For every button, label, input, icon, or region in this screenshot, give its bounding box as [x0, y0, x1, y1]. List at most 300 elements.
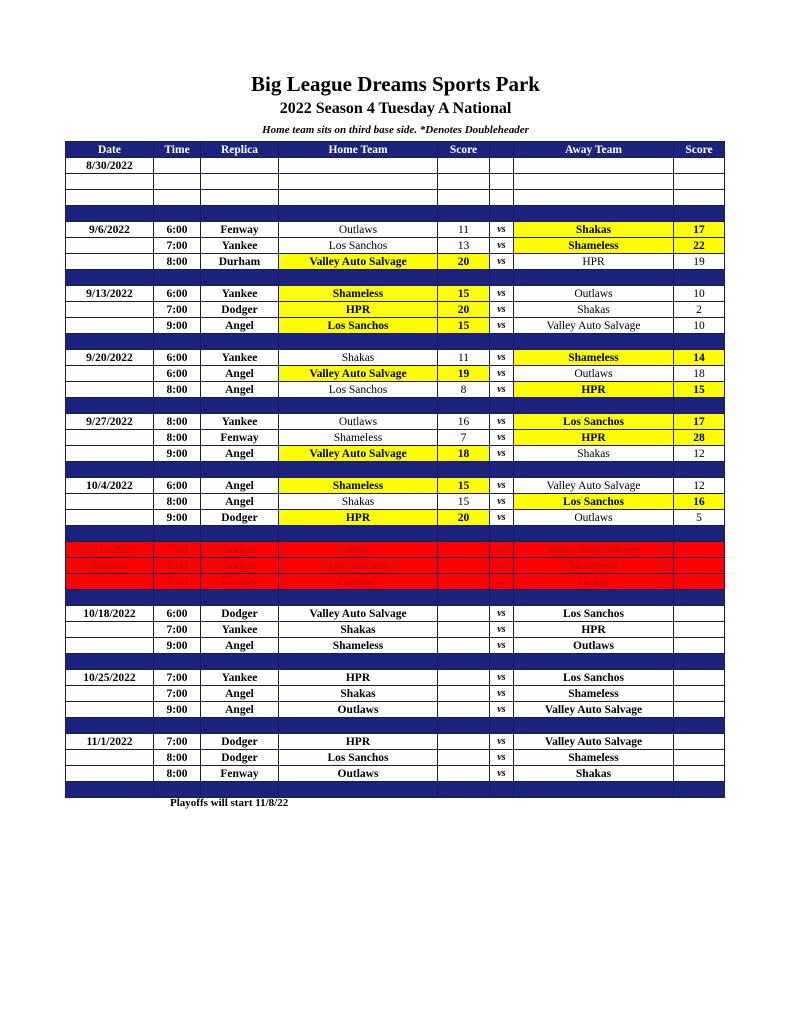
week-separator: [66, 270, 725, 286]
away-team: [514, 174, 674, 190]
week-date: 10/4/2022: [66, 478, 154, 494]
game-time: 7:00: [154, 238, 201, 254]
separator-cell: [490, 654, 514, 670]
home-team: Valley Auto Salvage: [279, 606, 438, 622]
game-time: 7:00: [154, 622, 201, 638]
away-team: Los Sanchos: [514, 494, 674, 510]
away-score: [674, 558, 725, 574]
away-score: [674, 190, 725, 206]
game-field: Fenway: [201, 222, 279, 238]
vs-label: vs: [490, 350, 514, 366]
away-score: 17: [674, 222, 725, 238]
separator-cell: [66, 206, 154, 222]
home-score: 8: [438, 382, 490, 398]
separator-cell: [490, 334, 514, 350]
separator-cell: [674, 270, 725, 286]
game-row: [66, 702, 725, 718]
away-score: 14: [674, 350, 725, 366]
vs-label: vs: [490, 446, 514, 462]
away-score: 28: [674, 430, 725, 446]
home-team: Outlaws: [279, 574, 438, 590]
home-score: 20: [438, 510, 490, 526]
vs-label: vs: [490, 238, 514, 254]
game-time: 6:00: [154, 286, 201, 302]
home-score: [438, 638, 490, 654]
home-score: [438, 174, 490, 190]
home-score: [438, 558, 490, 574]
home-score: 20: [438, 254, 490, 270]
home-score: 7: [438, 430, 490, 446]
separator-cell: [201, 718, 279, 734]
home-score: 15: [438, 318, 490, 334]
away-team: Shakas: [514, 222, 674, 238]
game-row: [66, 478, 725, 494]
game-row: [66, 670, 725, 686]
separator-cell: [438, 334, 490, 350]
game-row: [66, 158, 725, 174]
vs-label: [490, 174, 514, 190]
home-score: [438, 750, 490, 766]
away-score: [674, 750, 725, 766]
separator-cell: [514, 462, 674, 478]
away-team: Los Sanchos: [514, 670, 674, 686]
week-date: 10/11/2022: [66, 542, 154, 558]
separator-cell: [201, 526, 279, 542]
separator-cell: [674, 398, 725, 414]
vs-label: vs: [490, 510, 514, 526]
game-row: [66, 606, 725, 622]
away-score: [674, 158, 725, 174]
away-team: Valley Auto Salvage: [514, 734, 674, 750]
away-team: Shakas: [514, 446, 674, 462]
separator-cell: [66, 334, 154, 350]
week-date-blank: [66, 766, 154, 782]
away-score: 2: [674, 302, 725, 318]
vs-label: vs: [490, 766, 514, 782]
home-score: 19: [438, 366, 490, 382]
game-time: [154, 174, 201, 190]
home-score: 20: [438, 302, 490, 318]
separator-cell: [490, 718, 514, 734]
game-row: [66, 174, 725, 190]
home-team: HPR: [279, 670, 438, 686]
separator-cell: [201, 462, 279, 478]
game-time: 8:00: [154, 750, 201, 766]
away-team: Outlaws: [514, 638, 674, 654]
week-date: 9/27/2022: [66, 414, 154, 430]
game-time: 6:00: [154, 222, 201, 238]
game-field: [201, 190, 279, 206]
separator-cell: [514, 398, 674, 414]
game-field: Fenway: [201, 574, 279, 590]
game-field: Yankee: [201, 622, 279, 638]
separator-cell: [201, 334, 279, 350]
vs-label: vs: [490, 542, 514, 558]
home-team: Outlaws: [279, 766, 438, 782]
home-team: Los Sanchos: [279, 558, 438, 574]
vs-label: vs: [490, 318, 514, 334]
away-score: 17: [674, 414, 725, 430]
week-separator: [66, 654, 725, 670]
home-team: Valley Auto Salvage: [279, 366, 438, 382]
home-team: Valley Auto Salvage: [279, 254, 438, 270]
separator-cell: [201, 654, 279, 670]
week-date: 9/20/2022: [66, 350, 154, 366]
separator-cell: [154, 270, 201, 286]
header-home-team: Home Team: [279, 142, 438, 158]
home-team: Outlaws: [279, 414, 438, 430]
away-team: Los Sanchos: [514, 606, 674, 622]
away-team: Shameless: [514, 558, 674, 574]
separator-cell: [674, 654, 725, 670]
separator-cell: [154, 462, 201, 478]
home-team: Shameless: [279, 638, 438, 654]
separator-cell: [514, 718, 674, 734]
separator-cell: [514, 590, 674, 606]
away-team: Shakas: [514, 302, 674, 318]
vs-label: vs: [490, 686, 514, 702]
separator-cell: [490, 526, 514, 542]
separator-cell: [66, 782, 154, 798]
home-team: HPR: [279, 510, 438, 526]
header-date: Date: [66, 142, 154, 158]
away-score: [674, 574, 725, 590]
home-team: Shakas: [279, 350, 438, 366]
game-time: 7:00: [154, 686, 201, 702]
home-team: Los Sanchos: [279, 750, 438, 766]
game-time: 9:00: [154, 446, 201, 462]
away-score: 10: [674, 318, 725, 334]
separator-cell: [514, 270, 674, 286]
week-note: [66, 366, 154, 382]
away-team: Shameless: [514, 238, 674, 254]
home-score: 11: [438, 350, 490, 366]
separator-cell: [438, 462, 490, 478]
separator-cell: [201, 782, 279, 798]
away-team: [514, 190, 674, 206]
game-time: 6:00: [154, 606, 201, 622]
game-row: [66, 430, 725, 446]
away-team: Outlaws: [514, 286, 674, 302]
vs-label: vs: [490, 302, 514, 318]
separator-cell: [154, 782, 201, 798]
header-replica: Replica: [201, 142, 279, 158]
week-date-blank: [66, 190, 154, 206]
game-row: [66, 686, 725, 702]
separator-cell: [674, 718, 725, 734]
separator-cell: [279, 590, 438, 606]
separator-cell: [66, 398, 154, 414]
game-field: Dodger: [201, 510, 279, 526]
week-date: 10/18/2022: [66, 606, 154, 622]
separator-cell: [279, 206, 438, 222]
home-team: HPR: [279, 302, 438, 318]
game-row: [66, 254, 725, 270]
schedule-table: [65, 141, 725, 798]
game-field: Yankee: [201, 670, 279, 686]
game-row: [66, 382, 725, 398]
separator-cell: [154, 718, 201, 734]
home-team: Los Sanchos: [279, 238, 438, 254]
vs-label: vs: [490, 670, 514, 686]
game-field: Angel: [201, 446, 279, 462]
game-time: 8:00: [154, 558, 201, 574]
away-team: Valley Auto Salvage: [514, 318, 674, 334]
game-row: [66, 366, 725, 382]
game-row: [66, 622, 725, 638]
game-field: Angel: [201, 702, 279, 718]
vs-label: vs: [490, 430, 514, 446]
separator-cell: [154, 206, 201, 222]
week-separator: [66, 718, 725, 734]
vs-label: vs: [490, 478, 514, 494]
separator-cell: [514, 334, 674, 350]
home-team: Valley Auto Salvage: [279, 446, 438, 462]
home-score: [438, 686, 490, 702]
separator-cell: [201, 398, 279, 414]
week-separator: [66, 398, 725, 414]
away-score: [674, 606, 725, 622]
away-score: [674, 638, 725, 654]
week-separator: [66, 334, 725, 350]
header-home-score: Score: [438, 142, 490, 158]
week-separator: [66, 782, 725, 798]
vs-label: vs: [490, 606, 514, 622]
home-score: [438, 606, 490, 622]
vs-label: vs: [490, 638, 514, 654]
home-score: [438, 542, 490, 558]
home-score: [438, 622, 490, 638]
separator-cell: [514, 526, 674, 542]
schedule-body: [66, 158, 725, 798]
game-field: Angel: [201, 686, 279, 702]
week-date-blank: [66, 638, 154, 654]
game-time: 7:00: [154, 734, 201, 750]
home-score: 15: [438, 478, 490, 494]
game-field: Angel: [201, 638, 279, 654]
home-score: [438, 734, 490, 750]
separator-cell: [279, 462, 438, 478]
game-row: [66, 574, 725, 590]
game-field: Dodger: [201, 606, 279, 622]
away-score: 12: [674, 446, 725, 462]
game-row: [66, 350, 725, 366]
game-time: 7:00: [154, 542, 201, 558]
home-score: 15: [438, 494, 490, 510]
page-subtitle: 2022 Season 4 Tuesday A National: [279, 100, 512, 117]
game-row: [66, 734, 725, 750]
away-team: HPR: [514, 430, 674, 446]
home-team: Los Sanchos: [279, 318, 438, 334]
week-date-blank: [66, 446, 154, 462]
week-date-blank: [66, 254, 154, 270]
vs-label: [490, 190, 514, 206]
vs-label: vs: [490, 558, 514, 574]
separator-cell: [490, 206, 514, 222]
vs-label: [490, 158, 514, 174]
home-score: [438, 574, 490, 590]
game-field: Yankee: [201, 414, 279, 430]
home-score: [438, 190, 490, 206]
game-field: Dodger: [201, 734, 279, 750]
game-row: [66, 750, 725, 766]
vs-label: vs: [490, 286, 514, 302]
home-team: Outlaws: [279, 702, 438, 718]
separator-cell: [438, 206, 490, 222]
home-team: Shakas: [279, 622, 438, 638]
game-row: [66, 558, 725, 574]
separator-cell: [490, 782, 514, 798]
separator-cell: [66, 718, 154, 734]
home-team: Los Sanchos: [279, 382, 438, 398]
home-team: [279, 158, 438, 174]
vs-label: vs: [490, 366, 514, 382]
vs-label: vs: [490, 254, 514, 270]
separator-cell: [674, 590, 725, 606]
header-vs: [490, 142, 514, 158]
header-away-score: Score: [674, 142, 725, 158]
game-field: Angel: [201, 318, 279, 334]
week-note: Rainout: [66, 558, 154, 574]
away-score: [674, 702, 725, 718]
week-date-blank: [66, 510, 154, 526]
game-time: 9:00: [154, 702, 201, 718]
home-score: [438, 766, 490, 782]
game-field: Yankee: [201, 238, 279, 254]
game-row: [66, 510, 725, 526]
game-field: Dodger: [201, 558, 279, 574]
separator-cell: [514, 654, 674, 670]
week-note: [66, 750, 154, 766]
home-score: 16: [438, 414, 490, 430]
week-date-blank: [66, 382, 154, 398]
game-field: Dodger: [201, 542, 279, 558]
separator-cell: [438, 270, 490, 286]
away-score: 5: [674, 510, 725, 526]
vs-label: vs: [490, 382, 514, 398]
away-score: 10: [674, 286, 725, 302]
week-date-blank: [66, 318, 154, 334]
away-team: Shameless: [514, 686, 674, 702]
away-team: Outlaws: [514, 510, 674, 526]
game-field: Fenway: [201, 766, 279, 782]
separator-cell: [438, 782, 490, 798]
away-score: [674, 734, 725, 750]
away-team: Valley Auto Salvage: [514, 702, 674, 718]
separator-cell: [438, 718, 490, 734]
game-time: 9:00: [154, 318, 201, 334]
separator-cell: [201, 590, 279, 606]
away-team: HPR: [514, 622, 674, 638]
game-field: Angel: [201, 494, 279, 510]
away-team: HPR: [514, 254, 674, 270]
week-date: 9/6/2022: [66, 222, 154, 238]
separator-cell: [279, 782, 438, 798]
game-time: 8:00: [154, 254, 201, 270]
week-date: 11/1/2022: [66, 734, 154, 750]
away-score: 16: [674, 494, 725, 510]
separator-cell: [66, 462, 154, 478]
separator-cell: [490, 590, 514, 606]
separator-cell: [279, 334, 438, 350]
game-row: [66, 238, 725, 254]
game-field: Angel: [201, 478, 279, 494]
vs-label: vs: [490, 574, 514, 590]
home-team: Shameless: [279, 478, 438, 494]
separator-cell: [438, 654, 490, 670]
game-time: [154, 158, 201, 174]
game-time: 6:00: [154, 366, 201, 382]
away-team: Valley Auto Salvage: [514, 542, 674, 558]
separator-cell: [490, 398, 514, 414]
separator-cell: [66, 590, 154, 606]
game-time: 9:00: [154, 638, 201, 654]
away-team: HPR: [514, 382, 674, 398]
vs-label: vs: [490, 750, 514, 766]
game-field: Yankee: [201, 350, 279, 366]
separator-cell: [279, 526, 438, 542]
game-time: 9:00: [154, 510, 201, 526]
home-team: HPR: [279, 734, 438, 750]
away-team: Shameless: [514, 350, 674, 366]
home-score: [438, 670, 490, 686]
away-score: [674, 670, 725, 686]
game-field: Durham: [201, 254, 279, 270]
game-row: [66, 766, 725, 782]
game-field: [201, 158, 279, 174]
vs-label: vs: [490, 222, 514, 238]
vs-label: vs: [490, 622, 514, 638]
separator-cell: [674, 462, 725, 478]
week-separator: [66, 462, 725, 478]
game-row: [66, 190, 725, 206]
game-field: Angel: [201, 366, 279, 382]
week-note: [66, 174, 154, 190]
separator-cell: [201, 270, 279, 286]
vs-label: vs: [490, 414, 514, 430]
week-date: 8/30/2022: [66, 158, 154, 174]
game-row: [66, 446, 725, 462]
playoffs-note: Playoffs will start 11/8/22: [170, 797, 289, 809]
game-field: Angel: [201, 382, 279, 398]
separator-cell: [201, 206, 279, 222]
away-score: 19: [674, 254, 725, 270]
home-score: 11: [438, 222, 490, 238]
game-row: [66, 222, 725, 238]
away-team: Valley Auto Salvage: [514, 478, 674, 494]
away-team: [514, 158, 674, 174]
home-team: Shameless: [279, 286, 438, 302]
game-time: 8:00: [154, 574, 201, 590]
away-score: 18: [674, 366, 725, 382]
week-separator: [66, 526, 725, 542]
vs-label: vs: [490, 734, 514, 750]
home-team: HPR: [279, 542, 438, 558]
away-team: Shameless: [514, 750, 674, 766]
separator-cell: [514, 782, 674, 798]
game-time: 6:00: [154, 350, 201, 366]
separator-cell: [438, 590, 490, 606]
game-row: [66, 638, 725, 654]
week-date: 9/13/2022: [66, 286, 154, 302]
separator-cell: [279, 654, 438, 670]
separator-cell: [154, 334, 201, 350]
game-row: [66, 318, 725, 334]
home-team: Shakas: [279, 686, 438, 702]
week-separator: [66, 206, 725, 222]
game-time: 7:00: [154, 670, 201, 686]
separator-cell: [674, 334, 725, 350]
